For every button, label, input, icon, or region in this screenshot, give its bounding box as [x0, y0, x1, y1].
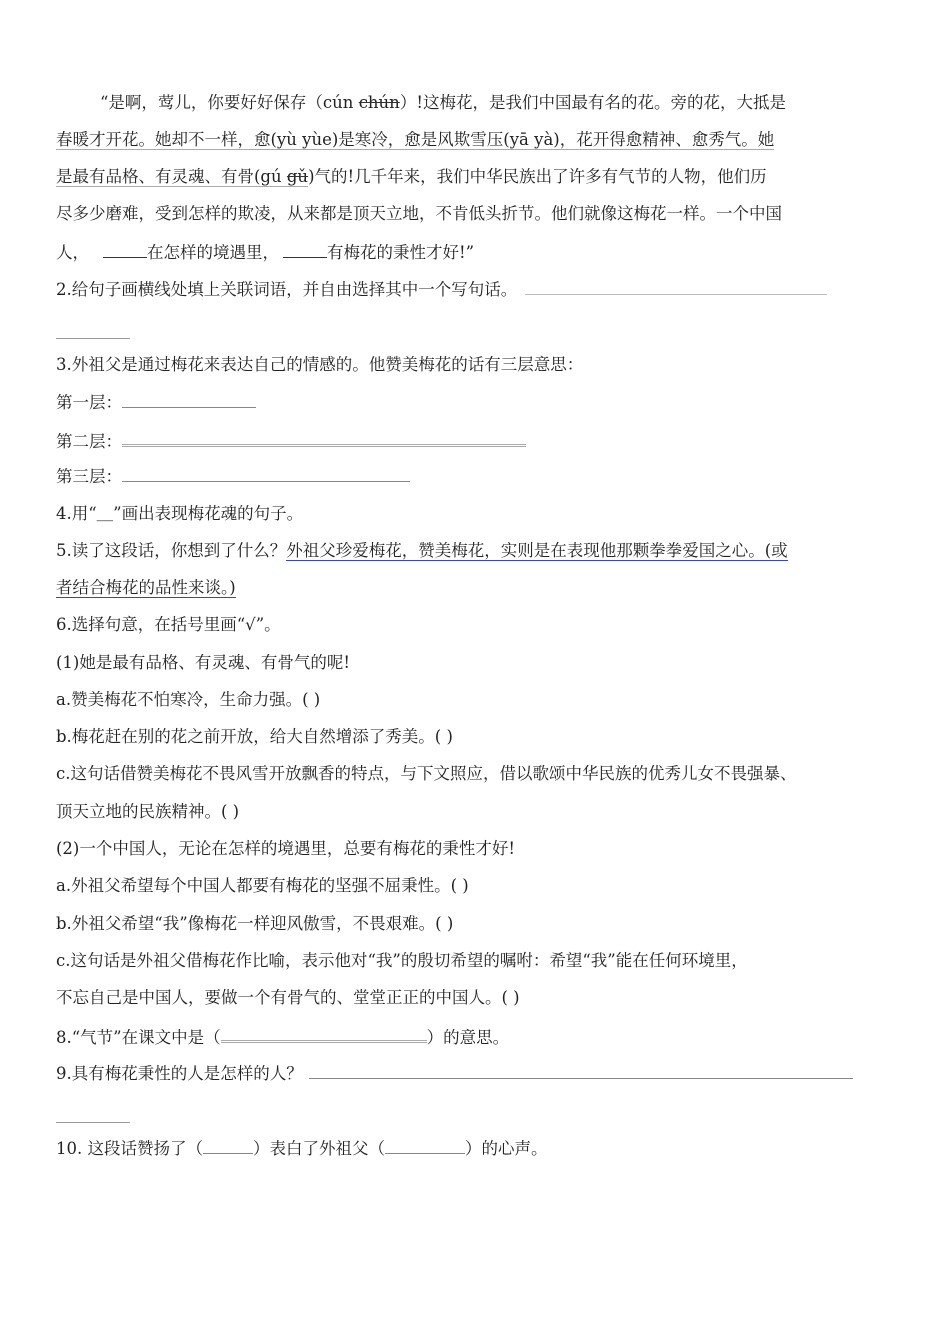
answer-line-q2-continued[interactable]: [56, 338, 130, 339]
question-text: 6.选择句意，在括号里画“√”。: [56, 615, 281, 634]
question-text: 4.用“＿”画出表现梅花魂的句子。: [56, 504, 304, 523]
passage-text: 尽多少磨难，受到怎样的欺凌，从来都是顶天立地，不肯低头折节。他们就像这梅花一样。一个中国: [56, 204, 782, 223]
question-6: [56, 612, 281, 638]
passage-line-2: [56, 127, 774, 153]
passage-line-4: [56, 201, 782, 227]
answer-text: 者结合梅花的品性来谈。): [56, 578, 236, 597]
option-text: 顶天立地的民族精神。( ): [56, 802, 240, 821]
question-3: [56, 352, 583, 378]
option-text: b.梅花赶在别的花之前开放，给大自然增添了秀美。( ): [56, 727, 453, 746]
option-text: c.这句话借赞美梅花不畏风雪开放飘香的特点，与下文照应，借以歌颂中华民族的优秀儿女不畏强暴、: [56, 764, 797, 783]
question-text: 8.“气节”在课文中是（: [56, 1028, 221, 1047]
option-6-2-c[interactable]: [56, 948, 748, 974]
option-6-2-a[interactable]: [56, 873, 469, 899]
question-5-continued: [56, 575, 236, 601]
question-text: 3.外祖父是通过梅花来表达自己的情感的。他赞美梅花的话有三层意思：: [56, 355, 584, 374]
option-6-1-a[interactable]: [56, 687, 320, 713]
passage-text: ）!这梅花，是我们中国最有名的花。旁的花，大抵是: [399, 93, 786, 112]
question-3-layer-2: [56, 426, 526, 452]
question-5: [56, 538, 788, 564]
passage-text: 在怎样的境遇里，: [147, 243, 279, 262]
question-4: [56, 501, 303, 527]
question-text: ）的心声。: [465, 1139, 548, 1158]
option-6-2-b[interactable]: [56, 911, 453, 937]
answer-line-q9[interactable]: [309, 1060, 853, 1079]
layer-label: 第二层：: [56, 432, 122, 451]
answer-blank-q10-1[interactable]: [203, 1135, 253, 1154]
option-text: a.外祖父希望每个中国人都要有梅花的坚强不屈秉性。( ): [56, 876, 469, 895]
option-6-2-c-continued[interactable]: [56, 985, 520, 1011]
answer-text: 外祖父珍爱梅花，赞美梅花，实则是在表现他那颗拳拳爱国之心。(或: [286, 541, 788, 560]
sub-question-text: (2)一个中国人，无论在怎样的境遇里，总要有梅花的秉性才好!: [56, 839, 516, 858]
passage-line-1: [100, 90, 786, 116]
option-text: a.赞美梅花不怕寒冷，生命力强。( ): [56, 690, 321, 709]
question-text: ）的意思。: [426, 1028, 510, 1047]
option-text: 不忘自己是中国人，要做一个有骨气的、堂堂正正的中国人。( ): [56, 988, 520, 1007]
answer-blank-q8[interactable]: [221, 1022, 427, 1043]
question-6-1: [56, 650, 350, 676]
answer-blank-q10-2[interactable]: [385, 1135, 465, 1154]
option-6-1-b[interactable]: [56, 724, 453, 750]
struck-pinyin: gǔ: [286, 167, 309, 186]
passage-text: “是啊，莺儿，你要好好保存（cún: [100, 93, 359, 112]
question-text: 10. 这段话赞扬了（: [56, 1139, 203, 1158]
fill-blank-2[interactable]: [283, 239, 327, 258]
layer-label: 第一层：: [56, 393, 122, 412]
question-2: [56, 276, 827, 302]
question-3-layer-1: [56, 389, 256, 415]
sub-question-text: (1)她是最有品格、有灵魂、有骨气的呢!: [56, 653, 351, 672]
passage-line-3: [56, 164, 767, 190]
option-text: b.外祖父希望“我”像梅花一样迎风傲雪，不畏艰难。( ): [56, 914, 454, 933]
struck-pinyin: chún: [358, 93, 400, 112]
passage-text: )气的!几千年来，我们中华民族出了许多有气节的人物，他们历: [308, 167, 767, 186]
option-6-1-c[interactable]: [56, 761, 797, 787]
answer-line-q2[interactable]: [525, 276, 827, 295]
question-9: [56, 1060, 853, 1086]
question-text: ）表白了外祖父（: [253, 1139, 385, 1158]
passage-line-5: [56, 239, 474, 265]
passage-text: 有梅花的秉性才好!”: [327, 243, 475, 262]
question-text: 5.读了这段话，你想到了什么？: [56, 541, 287, 560]
option-text: c.这句话是外祖父借梅花作比喻，表示他对“我”的殷切希望的嘱咐：希望“我”能在任何环境里，: [56, 951, 748, 970]
question-8: [56, 1022, 509, 1048]
passage-text: 人，: [56, 243, 89, 262]
passage-text: 春暖才开花。她却不一样，愈(yù yùe)是寒冷，愈是风欺雪压(yā yà)，花开得愈精神、愈秀气。她: [56, 130, 775, 149]
answer-line-layer-3[interactable]: [122, 463, 410, 482]
question-text: 2.给句子画横线处填上关联词语，并自由选择其中一个写句话。: [56, 280, 518, 299]
passage-text: 是最有品格、有灵魂、有骨(gú: [56, 167, 287, 186]
layer-label: 第三层：: [56, 467, 122, 486]
option-6-1-c-continued[interactable]: [56, 799, 239, 825]
answer-line-layer-2[interactable]: [122, 426, 526, 447]
question-3-layer-3: [56, 463, 410, 489]
question-6-2: [56, 836, 515, 862]
question-10: [56, 1135, 548, 1161]
answer-line-q9-continued[interactable]: [56, 1122, 130, 1123]
question-text: 9.具有梅花秉性的人是怎样的人？: [56, 1064, 303, 1083]
fill-blank-1[interactable]: [103, 239, 147, 258]
answer-line-layer-1[interactable]: [122, 389, 256, 408]
